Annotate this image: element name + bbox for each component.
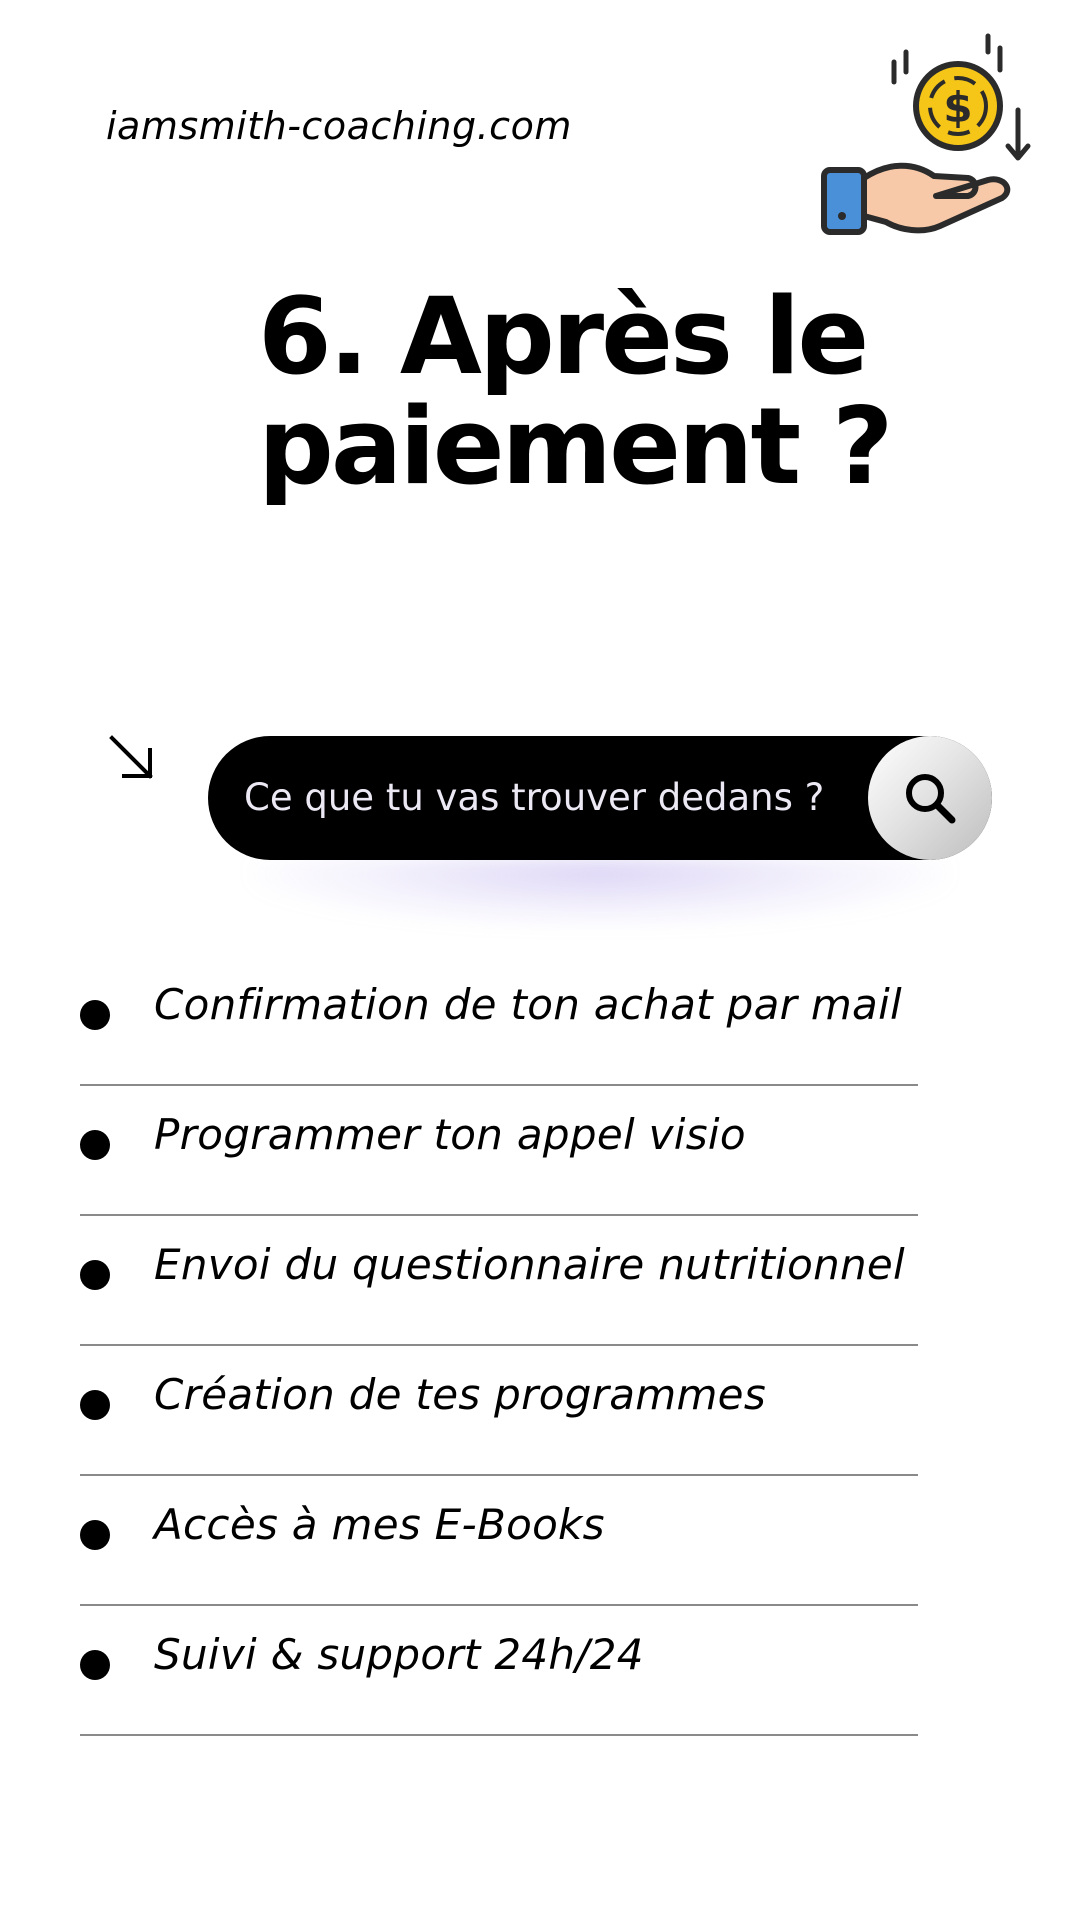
bullet-icon <box>80 1520 110 1550</box>
search-bar-label: Ce que tu vas trouver dedans ? <box>244 776 825 819</box>
list-item <box>80 1480 920 1610</box>
search-bar[interactable] <box>208 736 992 860</box>
list-item-label: Programmer ton appel visio <box>154 1110 746 1159</box>
page-title-line-2: paiement ? <box>258 385 891 508</box>
bullet-icon <box>80 1130 110 1160</box>
list-item <box>80 960 920 1090</box>
bullet-icon <box>80 1000 110 1030</box>
list-item-label: Accès à mes E-Books <box>154 1500 605 1549</box>
list-item-label: Confirmation de ton achat par mail <box>154 980 903 1029</box>
list-item-label: Suivi & support 24h/24 <box>154 1630 644 1679</box>
svg-text:$: $ <box>943 83 973 132</box>
divider <box>80 1474 918 1476</box>
search-icon <box>900 768 960 828</box>
list-item-label: Envoi du questionnaire nutritionnel <box>154 1240 906 1289</box>
page-title-line-1: 6. Après le <box>258 275 867 398</box>
page-title <box>258 275 1018 508</box>
divider <box>80 1604 918 1606</box>
site-url: iamsmith-coaching.com <box>106 104 572 148</box>
list-item <box>80 1610 920 1740</box>
list-item-label: Création de tes programmes <box>154 1370 767 1419</box>
divider <box>80 1084 918 1086</box>
list-item <box>80 1090 920 1220</box>
divider <box>80 1344 918 1346</box>
search-bar-shadow <box>250 858 950 928</box>
list-item <box>80 1350 920 1480</box>
list-item <box>80 1220 920 1350</box>
divider <box>80 1214 918 1216</box>
bullet-icon <box>80 1390 110 1420</box>
divider <box>80 1734 918 1736</box>
hand-receiving-dollar-coin-icon <box>818 30 1038 240</box>
bullet-icon <box>80 1650 110 1680</box>
search-button[interactable] <box>868 736 992 860</box>
arrow-down-right-icon <box>106 732 158 784</box>
bullet-icon <box>80 1260 110 1290</box>
steps-list <box>80 960 920 1740</box>
